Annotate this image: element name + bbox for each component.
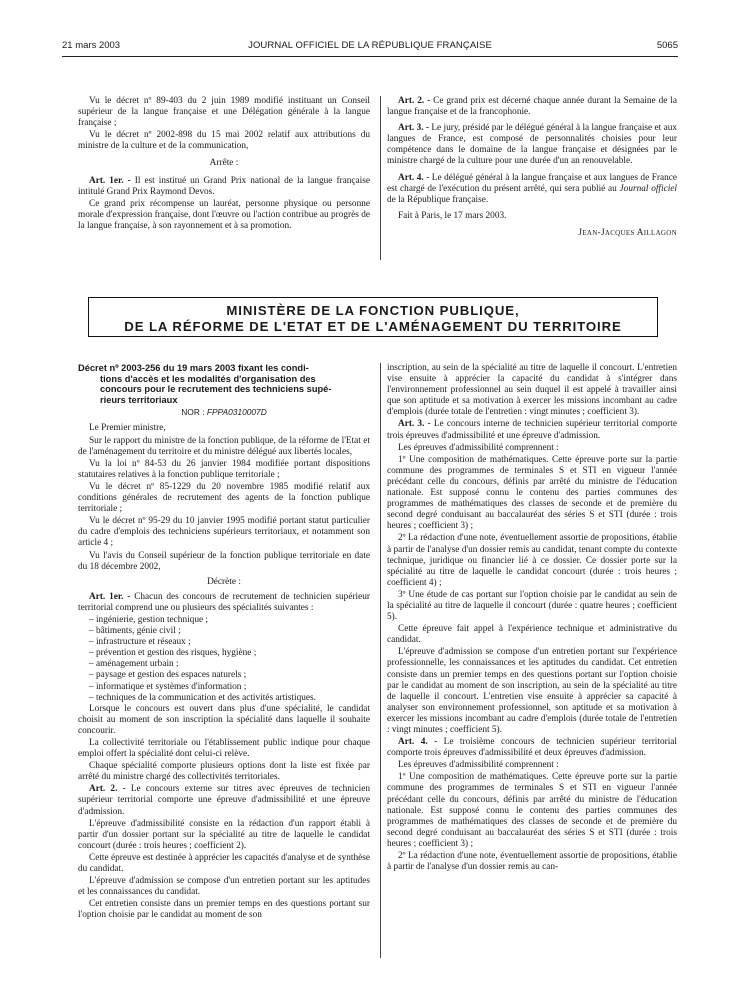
paragraph: Les épreuves d'admissibilité comprennent : — [398, 442, 559, 453]
fait-a-paris: Fait à Paris, le 17 mars 2003. — [398, 210, 507, 221]
paragraph: Cette épreuve fait appel à l'expérience technique et administrative du candidat. — [387, 624, 677, 646]
decree-title — [78, 363, 370, 405]
article-text: Ce grand prix est décerné chaque année durant la Semaine de la langue française et de la francophonie. — [387, 96, 677, 118]
list-item: – prévention et gestion des risques, hygiène ; — [89, 648, 257, 659]
article-text: Le délégué général à la langue française et aux langues de France est chargé de l'exécution du présent arrêté, qui sera publié au — [387, 172, 677, 194]
ministry-line-2: DE LA RÉFORME DE L'ETAT ET DE L'AMÉNAGEMENT DU TERRITOIRE — [124, 319, 622, 334]
paragraph: Chaque spécialité comporte plusieurs options dont la liste est fixée par arrêté du ministre chargé des collectivités territoriales. — [78, 761, 370, 783]
paragraph: Vu le décret nº 85-1229 du 20 novembre 1985 modifié relatif aux conditions générales de recrutement des agents de la fonction publique territoriale ; — [78, 481, 370, 515]
top-left-column — [78, 96, 370, 233]
paragraph: Vu le décret nº 89-403 du 2 juin 1989 modifié instituant un Conseil supérieur de la langue française et une Délégation générale à la langue française ; — [78, 96, 370, 129]
article-label: Art. 3. - — [398, 419, 431, 430]
ministry-line-1: MINISTÈRE DE LA FONCTION PUBLIQUE, — [226, 303, 520, 318]
article-paragraph — [387, 173, 677, 206]
article-text: de la République française. — [387, 194, 489, 205]
decree-title-line: rieurs territoriaux — [100, 394, 178, 405]
article-text: Le troisième concours de technicien supérieur territorial comporte trois épreuves d'admissibilité et deux épreuves d'admission. — [387, 737, 677, 759]
decree-right-column — [387, 363, 677, 874]
header-page-number: 5065 — [656, 40, 678, 51]
header-date: 21 mars 2003 — [62, 40, 121, 51]
paragraph: Ce grand prix récompense un lauréat, personne physique ou personne morale d'expression française, dont l'œuvre ou l'action contribue au progrès de la langue française, à son rayonnement et à sa promotion. — [78, 198, 370, 231]
nor-reference — [78, 407, 370, 418]
list-item: – informatique et systèmes d'information ; — [89, 681, 247, 692]
paragraph: Vu le décret nº 95-29 du 10 janvier 1995 modifié portant statut particulier du cadre d'emplois des techniciens supérieurs territoriaux, et notamment son article 4 ; — [78, 516, 370, 549]
article-label: Art. 1er. - — [89, 175, 131, 186]
list-item: – paysage et gestion des espaces naturels ; — [89, 670, 247, 681]
list-item: – bâtiments, génie civil ; — [89, 626, 181, 637]
column-divider — [380, 96, 381, 260]
paragraph: Le Premier ministre, — [89, 423, 166, 434]
article-label: Art. 4. - — [398, 172, 430, 183]
paragraph: Cette épreuve est destinée à apprécier les capacités d'analyse et de synthèse du candidat. — [78, 852, 370, 875]
decree-title-line: concours pour le recrutement des techniciens supé- — [100, 384, 332, 395]
paragraph: 2º La rédaction d'une note, éventuellement assortie de propositions, établie à partir de l'analyse d'un dossier remis au candidat, tenant compte du contexte technique, juridique ou financier lié à ce dossier. Ce dossier porte sur la spécialité au titre de laquelle le candidat concourt (durée : trois heures ; coefficient 4) ; — [387, 533, 677, 588]
list-item: – ingénierie, gestion technique ; — [89, 614, 209, 625]
nor-label: NOR : — [181, 407, 207, 418]
article-label: Art. 3. - — [398, 123, 430, 134]
paragraph: 3º Une étude de cas portant sur l'option choisie par le candidat au sein de la spécialité au titre de laquelle il concourt (durée : quatre heures ; coefficient 5). — [387, 589, 677, 623]
article-label: Art. 2. - — [89, 784, 126, 795]
paragraph: Lorsque le concours est ouvert dans plus d'une spécialité, le candidat choisit au moment de son inscription la spécialité dans laquelle il souhaite concourir. — [78, 703, 370, 736]
paragraph: L'épreuve d'admissibilité consiste en la rédaction d'un rapport établi à partir d'un dossier portant sur la spécialité au titre de laquelle le candidat concourt (durée : trois heures ; coefficient 2). — [78, 818, 370, 851]
decree-title-line: Décret nº 2003-256 du 19 mars 2003 fixant les condi- — [78, 363, 309, 373]
top-right-column — [387, 96, 677, 240]
decree-left-column — [78, 363, 370, 923]
paragraph: 1º Une composition de mathématiques. Cette épreuve porte sur la partie commune des programmes de terminales S et STI en vigueur l'année précédant celle du concours, définis par arrêté du ministre de l'éducation nationale. Est supposé connu le contenu des parties communes des programmes de mathématiques des classes de seconde et de première du second degré conduisant au baccalauréat des séries S et STI (durée : trois heures ; coefficient 3) ; — [387, 454, 677, 532]
article-text: Le jury, présidé par le délégué général à la langue française et aux langues de France, est composé de personnalités choisies pour leur compétence dans le domaine de la langue française et désignées par le ministre chargé de la culture pour une durée d'un an renouvelable. — [387, 123, 678, 167]
article-text: Il est institué un Grand Prix national de la langue française intitulé Grand Prix Raymond Devos. — [78, 175, 370, 197]
list-item: – aménagement urbain ; — [89, 659, 179, 670]
article-paragraph — [78, 592, 370, 614]
paragraph: Vu le décret nº 2002-898 du 15 mai 2002 relatif aux attributions du ministre de la culture et de la communication, — [78, 130, 370, 152]
page-header — [62, 40, 678, 54]
paragraph: L'épreuve d'admission se compose d'un entretien portant sur l'expérience professionnelle, les connaissances et les aptitudes du candidat. Cet entretien consiste dans un premier temps en des questions portant sur l'option choisie par le candidat au moment de son inscription, au sein de la spécialité au titre de laquelle il concourt. L'entretien vise ensuite à apprécier sa capacité à analyser son environnement professionnel, son aptitude et sa motivation à exercer les missions incombant au cadre d'emplois (durée totale de l'entretien : vingt minutes ; coefficient 5). — [387, 647, 677, 735]
column-divider — [380, 363, 381, 958]
article-text: Chacun des concours de recrutement de technicien supérieur territorial comprend une ou plusieurs des spécialités suivantes : — [78, 591, 370, 613]
decree-title-line: tions d'accès et les modalités d'organisation des — [100, 373, 316, 384]
article-label: Art. 1er. - — [89, 591, 131, 602]
article-label: Art. 4. - — [398, 737, 438, 748]
decrete-heading: Décrète : — [207, 576, 241, 587]
article-text: Le concours interne de technicien supérieur territorial comporte trois épreuves d'admissibilité et une épreuve d'admission. — [387, 419, 677, 441]
journal-officiel-italic: Journal officiel — [619, 183, 678, 194]
signature: Jean-Jacques Aillagon — [578, 227, 677, 238]
nor-value: FPPA0310007D — [206, 407, 267, 418]
paragraph: Cet entretien consiste dans un premier temps en des questions portant sur l'option choisie par le candidat au moment de son — [78, 899, 370, 921]
paragraph: Vu l'avis du Conseil supérieur de la fonction publique territoriale en date du 18 décembre 2002, — [78, 550, 370, 572]
list-item: – techniques de la communication et des activités artistiques. — [89, 692, 316, 703]
paragraph: Vu la loi nº 84-53 du 26 janvier 1984 modifiée portant dispositions statutaires relatives à la fonction publique territoriale ; — [78, 458, 370, 480]
article-text: Le concours externe sur titres avec épreuves de technicien supérieur territorial comporte une épreuve d'admissibilité et une épreuve d'admission. — [78, 784, 370, 817]
paragraph: inscription, au sein de la spécialité au titre de laquelle il concourt. L'entretien vise ensuite à apprécier la capacité du candidat à s'intégrer dans l'environnement professionnel au sein duquel il est appelé à travailler ainsi que son aptitude et sa motivation à exercer les missions incombant au cadre d'emplois (durée totale de l'entretien : vingt minutes ; coefficient 3). — [387, 363, 677, 418]
paragraph: 2º La rédaction d'une note, éventuellement assortie de propositions, établie à partir de l'analyse d'un dossier remis au can- — [387, 851, 677, 873]
list-item: – infrastructure et réseaux ; — [89, 637, 191, 648]
specialites-list — [78, 615, 370, 704]
paragraph: Sur le rapport du ministre de la fonction publique, de la réforme de l'Etat et de l'aménagement du territoire et du ministre délégué aux libertés locales, — [78, 435, 370, 457]
paragraph: 1º Une composition de mathématiques. Cette épreuve porte sur la partie commune des programmes de terminales S et STI en vigueur l'année précédant celle du concours, définis par arrêté du ministre de l'éducation nationale. Est supposé connu le contenu des parties communes des programmes de mathématiques des classes de seconde et de première du second degré conduisant au baccalauréat des séries S et STI (durée : trois heures ; coefficient 3) ; — [387, 772, 677, 849]
arrete-heading: Arrête : — [209, 158, 239, 169]
article-paragraph — [387, 96, 677, 118]
header-journal-title: JOURNAL OFFICIEL DE LA RÉPUBLIQUE FRANÇAISE — [248, 40, 492, 51]
article-paragraph — [78, 784, 370, 817]
paragraph: Les épreuves d'admissibilité comprennent : — [398, 760, 559, 771]
article-paragraph — [387, 123, 677, 167]
article-label: Art. 2. - — [398, 96, 431, 106]
article-paragraph — [387, 737, 677, 759]
header-rule — [62, 56, 678, 57]
ministry-box — [88, 297, 658, 337]
paragraph: La collectivité territoriale ou l'établissement public indique pour chaque emploi offert la spécialité dont celui-ci relève. — [78, 738, 370, 760]
article-paragraph — [387, 419, 677, 441]
paragraph: L'épreuve d'admission se compose d'un entretien portant sur les aptitudes et les connaissances du candidat. — [78, 876, 370, 898]
article-paragraph — [78, 176, 370, 198]
